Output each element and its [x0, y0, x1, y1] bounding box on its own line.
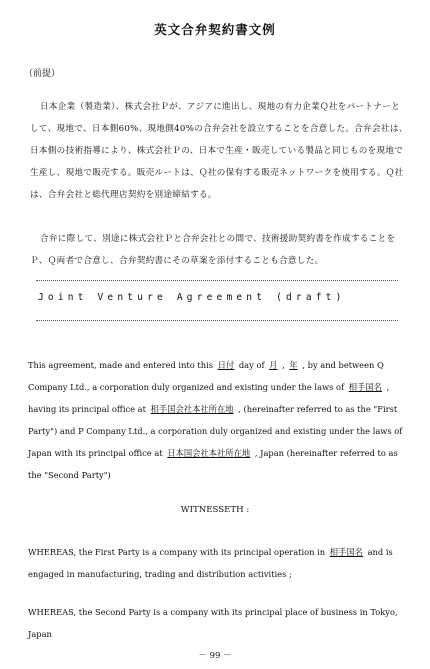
premise-paragraph-2: 合弁に際して、別途に株式会社Ｐと合弁会社との間で、技術援助契約書を作成することをＰ、Ｑ両者で合意し、合弁契約書にその草案を添付することも合意した。 — [30, 234, 396, 266]
dotted-divider-top — [36, 280, 398, 281]
page-number: － 99 － — [198, 651, 232, 661]
agreement-paragraph: This agreement, made and entered into this 日付 day of 月 , 年 , by and between Q Company Ltd., a corporation duly organized and existing under the laws of 相手国名 , having its principal office at 相手国会社本社所在地 , (hereinafter referred to as the "First Party") and P Company Ltd., a corporation duly organized and existing under the laws of Japan with its principal office at 日本国会社本社所在地 , Japan (hereinafter referred to as the "Second Party") — [28, 360, 403, 480]
premise-paragraph-1: 日本企業（製造業）、株式会社Ｐが、アジアに進出し、現地の有力企業Ｑ社をパートナーとして、現地で、日本側60%、現地側40%の合弁会社を設立することを合意した。合弁会社は、日本側の技術指導により、株式会社Ｐの、日本で生産・販売している製品と同じものを現地で生産し、現地で販売する。販売ルートは、Ｑ社の保有する販売ネットワークを使用する。Ｑ社は、合弁会社と総代理店契約を別途締結する。 — [30, 102, 408, 200]
whereas-second-party: WHEREAS, the Second Party is a company with its principal place of business in Tokyo, Japan — [28, 607, 398, 639]
witnesseth-heading: WITNESSETH : — [180, 505, 250, 515]
month-blank: 月 — [269, 360, 278, 370]
japan-office-blank: 日本国会社本社所在地 — [167, 448, 251, 458]
whereas-first-party: WHEREAS, the First Party is a company with its principal operation in 相手国名 and is engaged in manufacturing, trading and distribution activities ; — [28, 547, 393, 579]
draft-title: Joint Venture Agreement (draft) — [38, 292, 346, 303]
premise-label: （前提） — [24, 69, 61, 79]
partner-country-blank: 相手国名 — [329, 547, 363, 557]
document-title: 英文合弁契約書文例 — [154, 22, 276, 37]
day-blank: 日付 — [217, 360, 235, 370]
year-blank: 年 — [289, 360, 298, 370]
partner-office-blank: 相手国会社本社所在地 — [150, 404, 234, 414]
dotted-divider-bottom — [36, 320, 398, 321]
partner-country-blank: 相手国名 — [348, 382, 382, 392]
